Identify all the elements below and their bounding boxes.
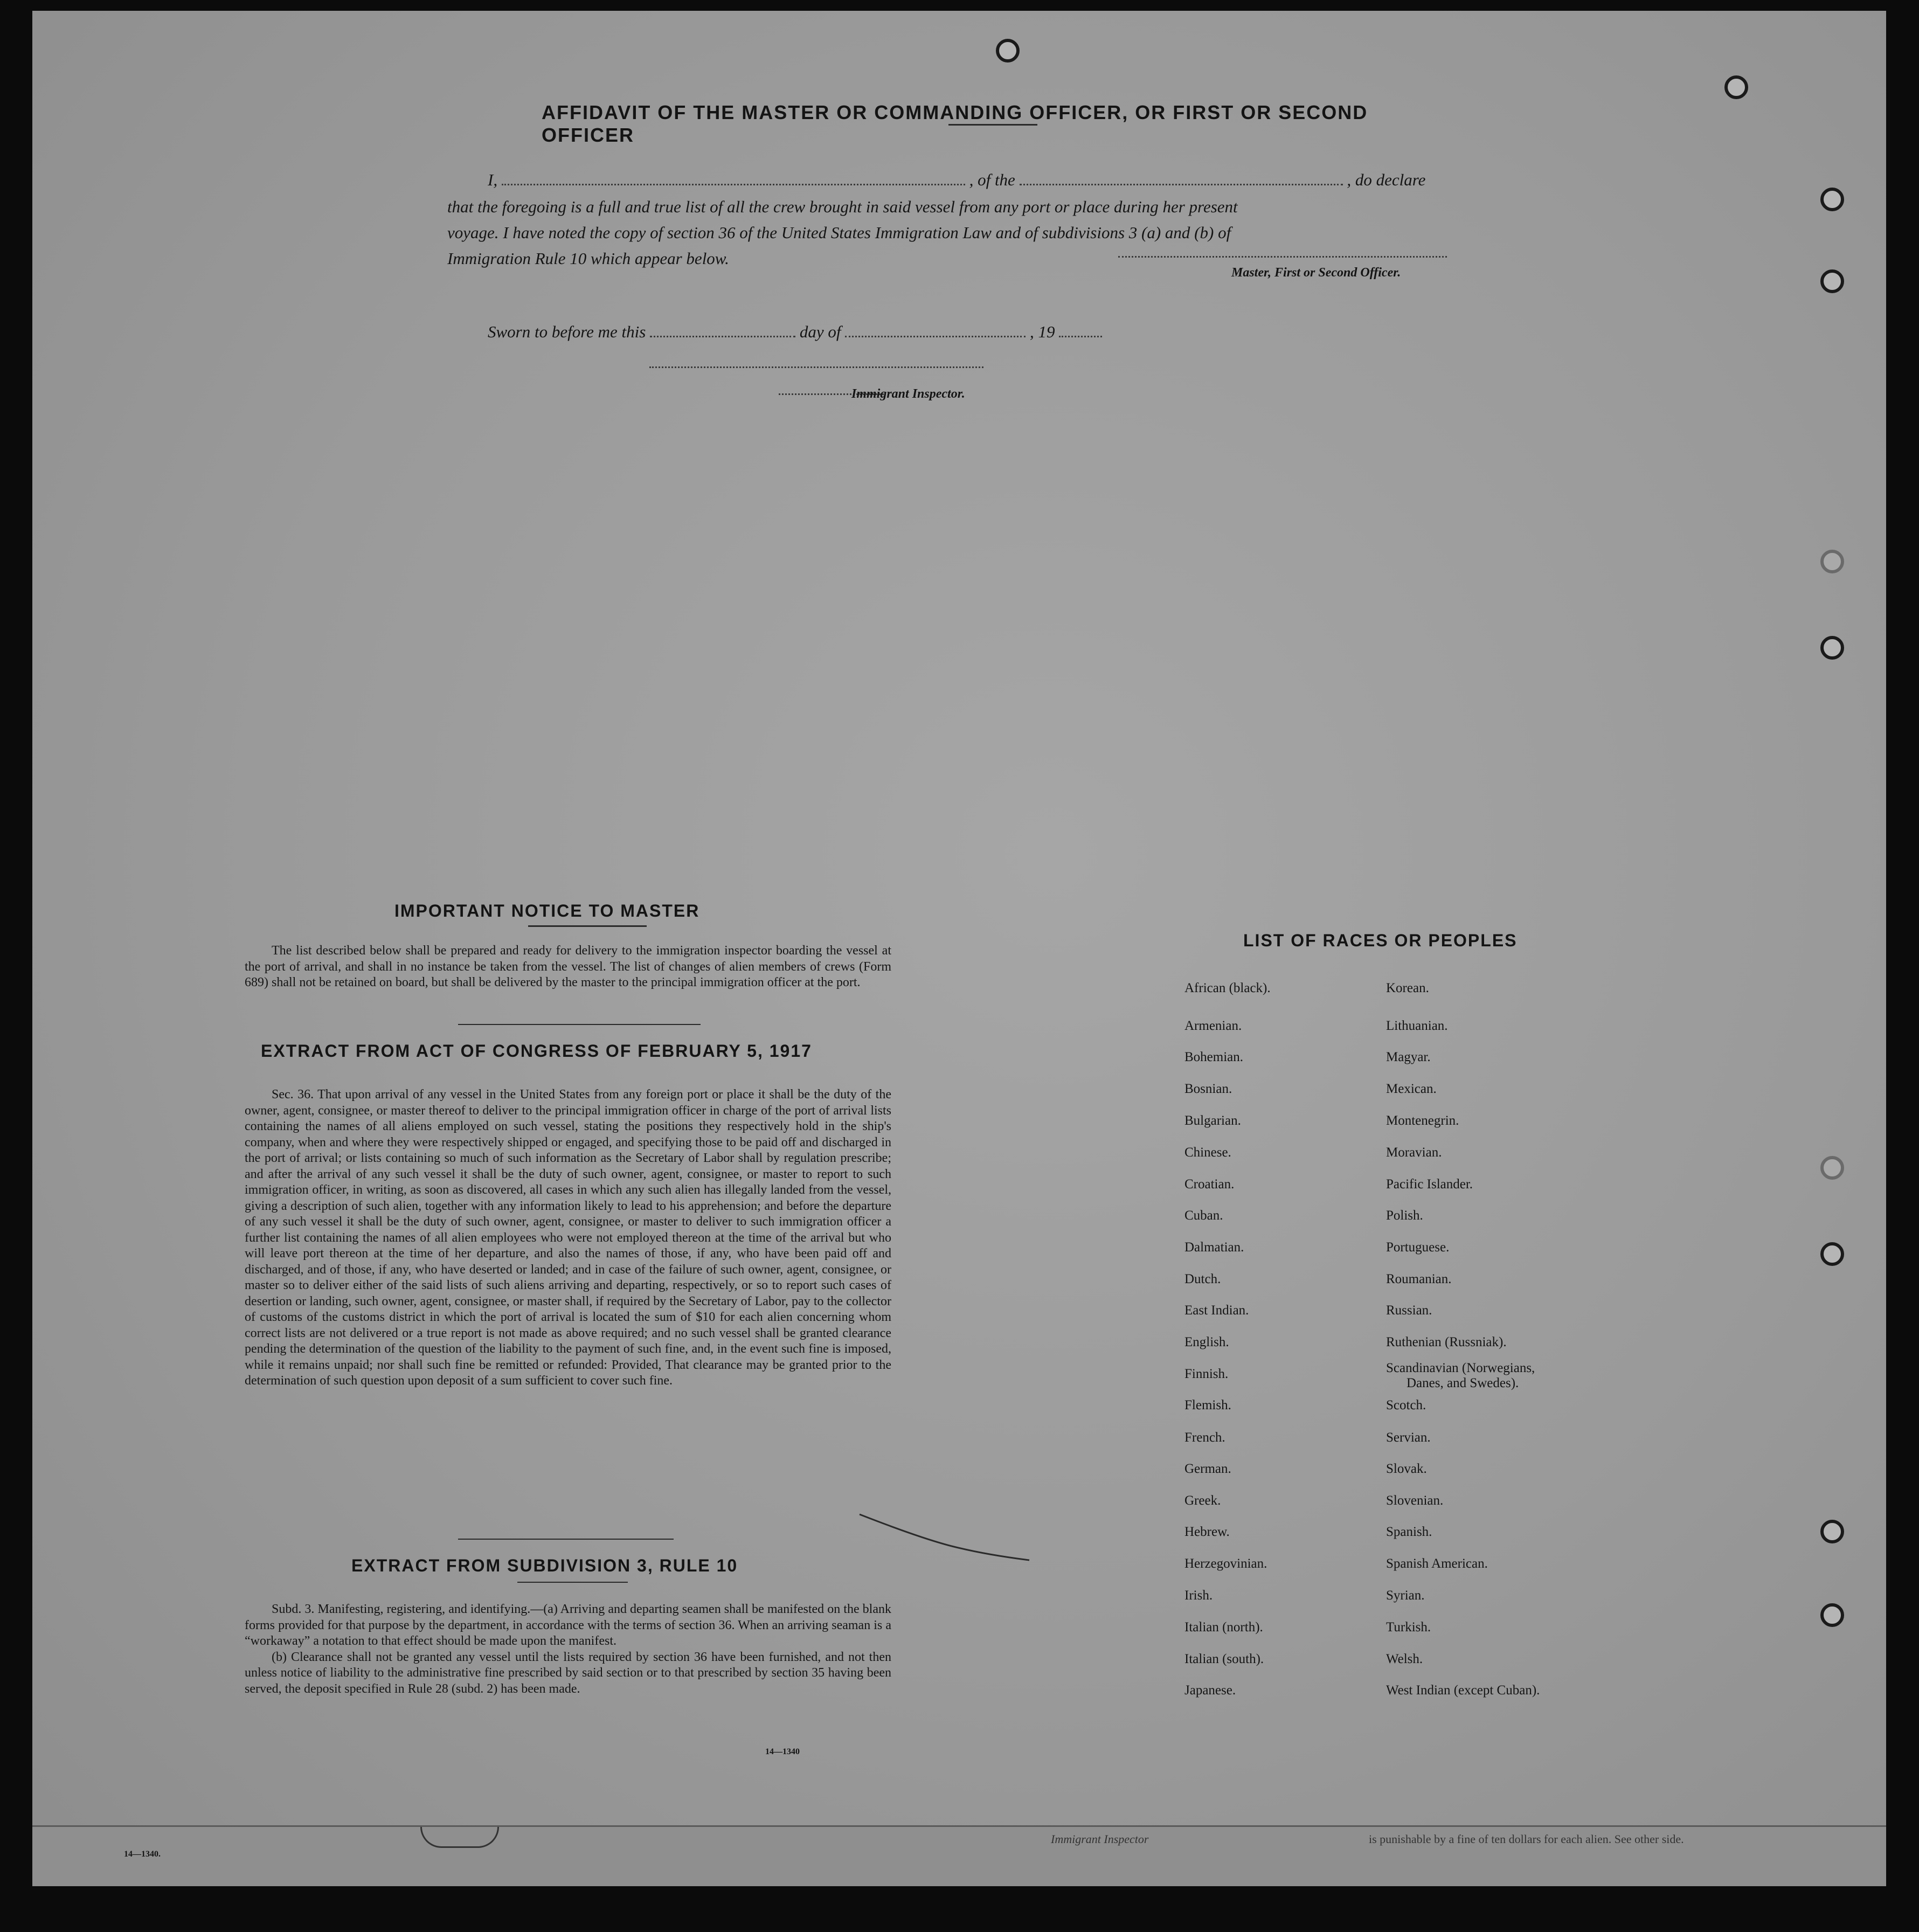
bottom-fine-note: is punishable by a fine of ten dollars for each alien. See other side. bbox=[1369, 1832, 1684, 1846]
race-item: Scandinavian (Norwegians, bbox=[1386, 1361, 1535, 1375]
race-item: Hebrew. bbox=[1184, 1525, 1230, 1539]
race-item: Russian. bbox=[1386, 1303, 1432, 1318]
race-item: Welsh. bbox=[1386, 1652, 1423, 1666]
races-title: LIST OF RACES OR PEOPLES bbox=[1243, 931, 1518, 950]
race-item: Bohemian. bbox=[1184, 1050, 1244, 1064]
race-item: Scotch. bbox=[1386, 1398, 1426, 1412]
bottom-inspector-label: Immigrant Inspector bbox=[1051, 1832, 1149, 1846]
form-number: 14—1340 bbox=[765, 1747, 800, 1756]
divider bbox=[458, 1024, 701, 1025]
race-item: Irish. bbox=[1184, 1588, 1213, 1603]
race-item: Herzegovinian. bbox=[1184, 1556, 1267, 1571]
race-item: French. bbox=[1184, 1430, 1225, 1445]
affidavit-body bbox=[447, 194, 1504, 272]
race-item: Roumanian. bbox=[1386, 1272, 1452, 1286]
binder-hole bbox=[1820, 550, 1844, 573]
name-blank bbox=[502, 184, 965, 185]
day-blank bbox=[650, 336, 795, 337]
rule-text bbox=[245, 1602, 891, 1697]
rule-underline bbox=[517, 1582, 628, 1583]
race-item: Armenian. bbox=[1184, 1019, 1242, 1033]
notice-paragraph: The list described below shall be prepared and ready for delivery to the immigration inspector boarding the vessel at the port of arrival, and shall in no instance be taken from the vessel. The list of changes of alien members of crews (Form 689) shall not be retained on board, but shall be delivered by the master to the principal immigration officer at the port. bbox=[245, 944, 891, 989]
binder-hole bbox=[1724, 75, 1748, 99]
race-item: Magyar. bbox=[1386, 1050, 1431, 1064]
race-item: Italian (north). bbox=[1184, 1620, 1263, 1635]
stamp-mark bbox=[420, 1827, 499, 1848]
race-item: Spanish American. bbox=[1386, 1556, 1488, 1571]
month-blank bbox=[845, 336, 1026, 337]
bottom-form-number: 14—1340. bbox=[124, 1850, 161, 1859]
year-label: , 19 bbox=[1029, 322, 1055, 341]
notice-title: IMPORTANT NOTICE TO MASTER bbox=[394, 901, 700, 920]
race-item: West Indian (except Cuban). bbox=[1386, 1683, 1540, 1698]
race-item: African (black). bbox=[1184, 981, 1271, 995]
signature-label: Master, First or Second Officer. bbox=[1231, 266, 1401, 280]
race-item: Montenegrin. bbox=[1386, 1113, 1459, 1128]
inspector-signature-blank bbox=[649, 366, 983, 368]
race-item: Flemish. bbox=[1184, 1398, 1231, 1412]
race-item: English. bbox=[1184, 1335, 1229, 1349]
race-item: Korean. bbox=[1386, 981, 1429, 995]
binder-hole bbox=[1820, 188, 1844, 211]
title-underline bbox=[948, 124, 1037, 126]
race-item: Italian (south). bbox=[1184, 1652, 1264, 1666]
race-item: Syrian. bbox=[1386, 1588, 1425, 1603]
year-blank bbox=[1059, 336, 1102, 337]
affidavit-body-line-1: that the foregoing is a full and true list of all the crew brought in said vessel from any port or place during her present bbox=[447, 197, 1238, 216]
sworn-line bbox=[488, 319, 1210, 345]
top-hole bbox=[996, 39, 1020, 63]
binder-hole bbox=[1820, 269, 1844, 293]
race-item: Turkish. bbox=[1386, 1620, 1431, 1635]
race-item: Cuban. bbox=[1184, 1208, 1223, 1223]
race-item: Finnish. bbox=[1184, 1367, 1229, 1381]
race-item: Ruthenian (Russniak). bbox=[1386, 1335, 1507, 1349]
sworn-label: Sworn to before me this bbox=[488, 322, 646, 341]
race-item: German. bbox=[1184, 1462, 1231, 1476]
race-item: Dalmatian. bbox=[1184, 1240, 1244, 1255]
race-item: Greek. bbox=[1184, 1493, 1221, 1508]
race-item: Spanish. bbox=[1386, 1525, 1432, 1539]
race-item: Servian. bbox=[1386, 1430, 1431, 1445]
race-item: Croatian. bbox=[1184, 1177, 1235, 1192]
act-paragraph: Sec. 36. That upon arrival of any vessel in the United States from any foreign port or place it shall be the duty of the owner, agent, consignee, or master thereof to deliver to the principal immigration officer in charge of the port of arrival lists containing the names of all aliens employed on such vessel, stating the positions they respectively hold in the ship's company, when and where they were respectively shipped or engaged, and specifying those to be paid off and discharged in the port of arrival; or lists containing so much of such information as the Secretary of Labor shall by regulation prescribe; and after the arrival of any such vessel it shall be the duty of such owner, agent, consignee, or master to report to such immigration officer, in writing, as soon as discovered, all cases in which any such alien has illegally landed from the vessel, giving a description of such alien, together with any information likely to lead to his apprehension; and before the departure of any such vessel it shall be the duty of such owner, agent, consignee, or master to deliver to such immigration officer a further list containing the names of all alien employees who were not employed thereon at the time of the arrival but who will leave port thereon at the time of her departure, and also the names of those, if any, who have been paid off and discharged, and of those, if any, who have deserted or landed; and in case of the failure of such owner, agent, consignee, or master so to deliver either of the said lists of such aliens arriving and departing, respectively, or so to report such cases of desertion or landing, such owner, agent, consignee, or master shall, if required by the Secretary of Labor, pay to the collector of customs of the customs district in which the port of arrival is located the sum of $10 for each alien concerning whom correct lists are not delivered or a true report is not made as above required; and no such vessel shall be granted clearance pending the determination of the question of the liability to the payment of such fine, and, in the event such fine is imposed, while it remains unpaid; nor shall such fine be remitted or refunded: Provided, That clearance may be granted prior to the determination of such question upon deposit of a sum sufficient to cover such fine. bbox=[245, 1088, 891, 1388]
act-text bbox=[245, 1087, 891, 1389]
document-sheet bbox=[32, 11, 1886, 1886]
divider bbox=[458, 1539, 674, 1540]
day-of-label: day of bbox=[799, 322, 841, 341]
binder-hole bbox=[1820, 1156, 1844, 1180]
binder-hole bbox=[1820, 1242, 1844, 1266]
inspector-label: Immigrant Inspector. bbox=[851, 387, 965, 401]
rule-title: EXTRACT FROM SUBDIVISION 3, RULE 10 bbox=[351, 1556, 738, 1575]
act-title: EXTRACT FROM ACT OF CONGRESS OF FEBRUARY 5, 1917 bbox=[261, 1041, 812, 1061]
race-item: Mexican. bbox=[1386, 1082, 1437, 1096]
notice-underline bbox=[528, 925, 647, 927]
affidavit-declaration-line bbox=[488, 167, 1501, 193]
do-declare-label: , do declare bbox=[1347, 170, 1426, 189]
race-item: Slovak. bbox=[1386, 1462, 1427, 1476]
affidavit-body-line-3: Immigration Rule 10 which appear below. bbox=[447, 249, 729, 268]
notice-text bbox=[245, 943, 891, 991]
tear-mark bbox=[857, 1509, 1035, 1563]
race-item: Bosnian. bbox=[1184, 1082, 1232, 1096]
affidavit-body-line-2: voyage. I have noted the copy of section 36 of the United States Immigration Law and of subdivisions 3 (a) and (b) of bbox=[447, 223, 1231, 242]
race-item: Polish. bbox=[1386, 1208, 1423, 1223]
rule-paragraph-a: Subd. 3. Manifesting, registering, and identifying.—(a) Arriving and departing seamen shall be manifested on the blank forms provided for that purpose by the department, in accordance with the terms of section 36. When an arriving seaman is a “workaway” a notation to that effect should be made upon the manifest. bbox=[245, 1602, 891, 1648]
affidavit-i-label: I, bbox=[488, 170, 498, 189]
race-item: Pacific Islander. bbox=[1386, 1177, 1473, 1192]
race-item: Slovenian. bbox=[1386, 1493, 1444, 1508]
race-item: Lithuanian. bbox=[1386, 1019, 1448, 1033]
race-item: Chinese. bbox=[1184, 1145, 1231, 1160]
signature-blank bbox=[1118, 256, 1447, 258]
vessel-blank bbox=[1020, 184, 1343, 185]
underlying-sheet-edge bbox=[32, 1825, 1886, 1886]
affidavit-title: AFFIDAVIT OF THE MASTER OR COMMANDING OFFICER, OR FIRST OR SECOND OFFICER bbox=[542, 101, 1368, 146]
race-item: Danes, and Swedes). bbox=[1407, 1376, 1519, 1390]
race-item: Portuguese. bbox=[1386, 1240, 1450, 1255]
race-item: Bulgarian. bbox=[1184, 1113, 1241, 1128]
race-item: Moravian. bbox=[1386, 1145, 1442, 1160]
binder-hole bbox=[1820, 1520, 1844, 1543]
binder-hole bbox=[1820, 636, 1844, 660]
of-the-label: , of the bbox=[969, 170, 1015, 189]
race-item: East Indian. bbox=[1184, 1303, 1249, 1318]
rule-paragraph-b: (b) Clearance shall not be granted any vessel until the lists required by section 36 have been furnished, and not then unless notice of liability to the administrative fine prescribed by said section or to that prescribed by section 35 having been served, the deposit specified in Rule 28 (subd. 2) has been made. bbox=[245, 1650, 891, 1696]
binder-hole bbox=[1820, 1603, 1844, 1627]
race-item: Dutch. bbox=[1184, 1272, 1221, 1286]
race-item: Japanese. bbox=[1184, 1683, 1236, 1698]
